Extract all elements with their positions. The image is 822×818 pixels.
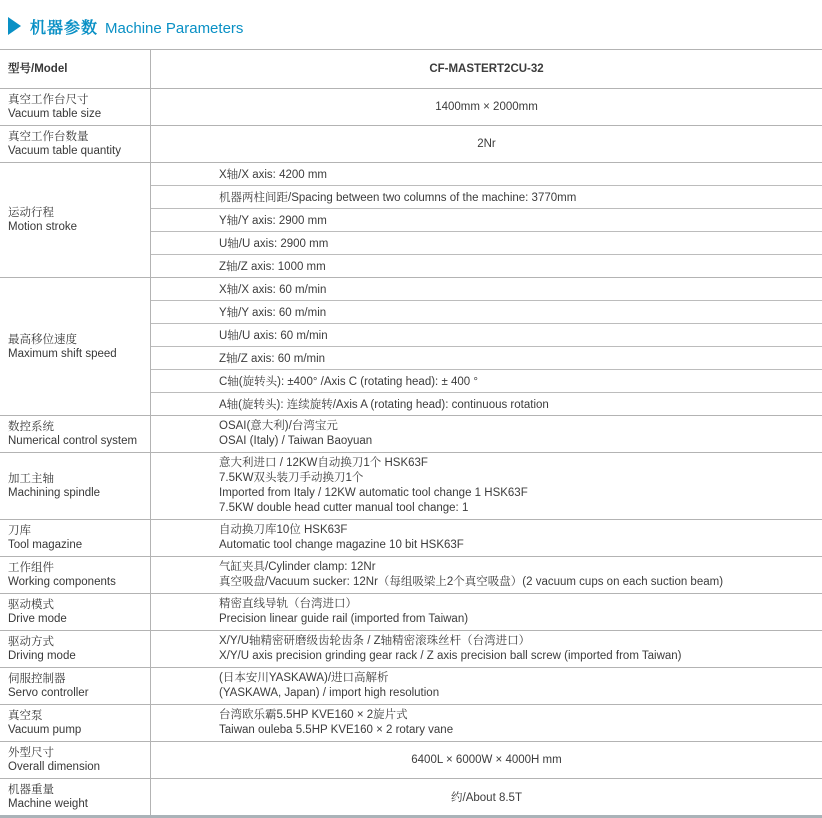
row-label	[0, 779, 151, 815]
spec-subrow: A轴(旋转头): 连续旋转/Axis A (rotating head): continuous rotation	[151, 392, 822, 415]
spec-subrow: Z轴/Z axis: 60 m/min	[151, 346, 822, 369]
row-label	[0, 50, 151, 88]
row-label-zh: 真空泵	[8, 710, 43, 722]
row-label-zh: 伺服控制器	[8, 673, 66, 685]
row-label-zh: 真空工作台尺寸	[8, 94, 89, 106]
row-value-text: 2Nr	[477, 138, 496, 150]
row-label	[0, 631, 151, 667]
table-row	[0, 125, 822, 162]
table-row	[0, 277, 822, 415]
row-value	[151, 50, 822, 88]
row-label-zh: 驱动方式	[8, 636, 54, 648]
row-label	[0, 594, 151, 630]
row-label-en: Drive mode	[8, 613, 67, 625]
row-label-zh: 工作组件	[8, 562, 54, 574]
row-value-lines	[151, 668, 822, 704]
page-title-en: Machine Parameters	[105, 19, 244, 37]
row-value-line: X/Y/U轴精密研磨级齿轮齿条 / Z轴精密滚珠丝杆（台湾进口）	[219, 635, 531, 647]
row-value-text: CF-MASTERT2CU-32	[429, 63, 544, 75]
row-value	[151, 557, 822, 593]
row-label-en: Driving mode	[8, 650, 76, 662]
spec-subrow: C轴(旋转头): ±400° /Axis C (rotating head): ± 400 °	[151, 369, 822, 392]
spec-subrow: Z轴/Z axis: 1000 mm	[151, 254, 822, 277]
page-title-zh: 机器参数	[30, 19, 99, 37]
row-value-line: Automatic tool change magazine 10 bit HSK63F	[219, 539, 464, 551]
row-value	[151, 705, 822, 741]
row-value	[151, 416, 822, 452]
row-value-lines	[151, 453, 822, 519]
row-value-line: Taiwan ouleba 5.5HP KVE160 × 2 rotary vane	[219, 724, 454, 736]
row-value	[151, 742, 822, 778]
row-value-line: 台湾欧乐霸5.5HP KVE160 × 2旋片式	[219, 709, 408, 721]
spec-subrow: X轴/X axis: 60 m/min	[219, 284, 327, 296]
row-label-en: Servo controller	[8, 687, 89, 699]
row-label	[0, 453, 151, 519]
row-value	[151, 520, 822, 556]
row-label-zh: 型号/Model	[8, 63, 68, 75]
row-value-line: 气缸夹具/Cylinder clamp: 12Nr	[219, 561, 376, 573]
row-value-lines	[151, 594, 822, 630]
row-value	[151, 126, 822, 162]
row-label	[0, 742, 151, 778]
table-row	[0, 162, 822, 277]
spec-subrow: 机器两柱间距/Spacing between two columns of the machine: 3770mm	[151, 185, 822, 208]
row-label	[0, 520, 151, 556]
page-header	[0, 0, 822, 41]
table-row	[0, 704, 822, 741]
row-value-line: 自动换刀库10位 HSK63F	[219, 524, 348, 536]
table-row	[0, 452, 822, 519]
table-row	[0, 415, 822, 452]
row-value-line: OSAI(意大利)/台湾宝元	[219, 420, 338, 432]
parameters-table	[0, 49, 822, 818]
row-label	[0, 416, 151, 452]
row-value-text: 1400mm × 2000mm	[435, 101, 538, 113]
row-value	[151, 453, 822, 519]
right-triangle-icon	[8, 17, 21, 35]
table-row	[0, 88, 822, 125]
row-label-zh: 数控系统	[8, 421, 54, 433]
row-label-en: Vacuum pump	[8, 724, 82, 736]
row-label-zh: 真空工作台数量	[8, 131, 89, 143]
row-value-text: 约/About 8.5T	[451, 792, 522, 804]
row-label	[0, 557, 151, 593]
row-label-en: Working components	[8, 576, 116, 588]
row-value-line: (YASKAWA, Japan) / import high resolution	[219, 687, 440, 699]
table-row	[0, 630, 822, 667]
row-value-line: 7.5KW double head cutter manual tool change: 1	[219, 502, 469, 514]
row-value	[151, 89, 822, 125]
spec-subrow: U轴/U axis: 60 m/min	[151, 323, 822, 346]
row-value-lines	[151, 705, 822, 741]
row-label	[0, 89, 151, 125]
table-row	[0, 556, 822, 593]
row-value	[151, 631, 822, 667]
row-label-zh: 外型尺寸	[8, 747, 54, 759]
row-value	[151, 278, 822, 415]
row-value	[151, 163, 822, 277]
row-label	[0, 705, 151, 741]
spec-subrow: Y轴/Y axis: 2900 mm	[151, 208, 822, 231]
row-label-en: Numerical control system	[8, 435, 138, 447]
row-label-zh: 加工主轴	[8, 473, 54, 485]
row-value-line: OSAI (Italy) / Taiwan Baoyuan	[219, 435, 373, 447]
row-value-lines	[151, 416, 822, 452]
row-value	[151, 668, 822, 704]
row-value-lines	[151, 520, 822, 556]
row-value	[151, 594, 822, 630]
table-row	[0, 519, 822, 556]
spec-subrow: U轴/U axis: 2900 mm	[151, 231, 822, 254]
row-label	[0, 126, 151, 162]
row-value-lines	[151, 557, 822, 593]
row-label-zh: 运动行程	[8, 207, 54, 219]
row-label-zh: 机器重量	[8, 784, 54, 796]
row-label-zh: 刀库	[8, 525, 31, 537]
row-label-en: Machine weight	[8, 798, 88, 810]
row-value-line: 精密直线导轨（台湾进口）	[219, 598, 357, 610]
row-value-line: 真空吸盘/Vacuum sucker: 12Nr（每组吸梁上2个真空吸盘）(2 vacuum cups on each suction beam)	[219, 576, 724, 588]
row-value-line: (日本安川YASKAWA)/进口高解析	[219, 672, 389, 684]
row-label-en: Tool magazine	[8, 539, 83, 551]
row-label-en: Vacuum table quantity	[8, 145, 121, 157]
row-value	[151, 779, 822, 815]
spec-subrow: Y轴/Y axis: 60 m/min	[151, 300, 822, 323]
row-label-en: Overall dimension	[8, 761, 101, 773]
row-value-lines	[151, 631, 822, 667]
spec-subrow: X轴/X axis: 4200 mm	[219, 169, 328, 181]
table-row	[0, 593, 822, 630]
row-label-en: Motion stroke	[8, 221, 78, 233]
page-title	[30, 15, 243, 38]
row-label-en: Vacuum table size	[8, 108, 102, 120]
row-label-en: Machining spindle	[8, 487, 101, 499]
row-value-line: Imported from Italy / 12KW automatic tool change 1 HSK63F	[219, 487, 528, 499]
table-row	[0, 778, 822, 815]
table-row	[0, 741, 822, 778]
row-value-line: 7.5KW双头装刀手动换刀1个	[219, 472, 364, 484]
row-label-zh: 最高移位速度	[8, 333, 77, 346]
table-row	[0, 49, 822, 88]
row-value-line: X/Y/U axis precision grinding gear rack / Z axis precision ball screw (imported from Taiwan)	[219, 650, 682, 662]
table-row	[0, 667, 822, 704]
row-label-zh: 驱动模式	[8, 599, 54, 611]
row-value-text: 6400L × 6000W × 4000H mm	[411, 754, 562, 766]
row-value-line: Precision linear guide rail (imported from Taiwan)	[219, 613, 469, 625]
row-label	[0, 668, 151, 704]
row-label-en: Maximum shift speed	[8, 347, 117, 360]
row-label	[0, 278, 151, 415]
row-label	[0, 163, 151, 277]
row-value-line: 意大利进口 / 12KW自动换刀1个 HSK63F	[219, 457, 428, 469]
